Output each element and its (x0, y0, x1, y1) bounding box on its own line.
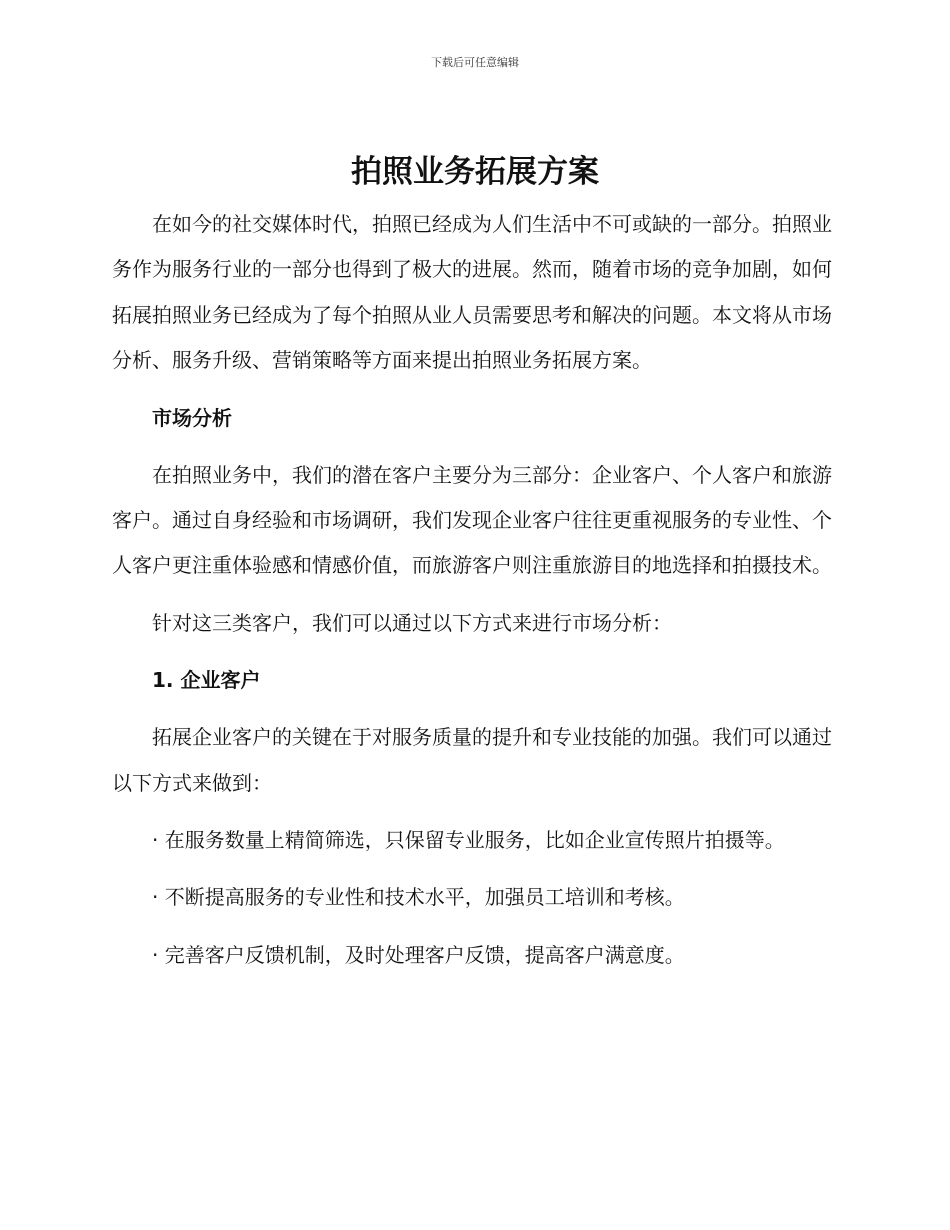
bullet-item: · 在服务数量上精简筛选，只保留专业服务，比如企业宣传照片拍摄等。 (152, 828, 785, 853)
section-heading-market: 市场分析 (152, 405, 232, 430)
section-heading-enterprise: 1. 企业客户 (152, 668, 261, 693)
header-note: 下载后可任意编辑 (431, 56, 519, 69)
enterprise-paragraph: 拓展企业客户的关键在于对服务质量的提升和专业技能的加强。我们可以通过以下方式来做到： (112, 725, 832, 795)
document-body (112, 202, 832, 990)
market-paragraph-2: 针对这三类客户，我们可以通过以下方式来进行市场分析： (152, 610, 672, 635)
document-title: 拍照业务拓展方案 (351, 154, 599, 190)
intro-paragraph: 在如今的社交媒体时代，拍照已经成为人们生活中不可或缺的一部分。拍照业务作为服务行业的一部分也得到了极大的进展。然而，随着市场的竞争加剧，如何拓展拍照业务已经成为了每个拍照从业人员需要思考和解决的问题。本文将从市场分析、服务升级、营销策略等方面来提出拍照业务拓展方案。 (112, 212, 832, 373)
market-paragraph-1: 在拍照业务中，我们的潜在客户主要分为三部分：企业客户、个人客户和旅游客户。通过自身经验和市场调研，我们发现企业客户往往更重视服务的专业性、个人客户更注重体验感和情感价值，而旅游客户则注重旅游目的地选择和拍摄技术。 (112, 462, 832, 578)
bullet-item: · 完善客户反馈机制，及时处理客户反馈，提高客户满意度。 (152, 942, 685, 967)
bullet-item: · 不断提高服务的专业性和技术水平，加强员工培训和考核。 (152, 885, 685, 910)
